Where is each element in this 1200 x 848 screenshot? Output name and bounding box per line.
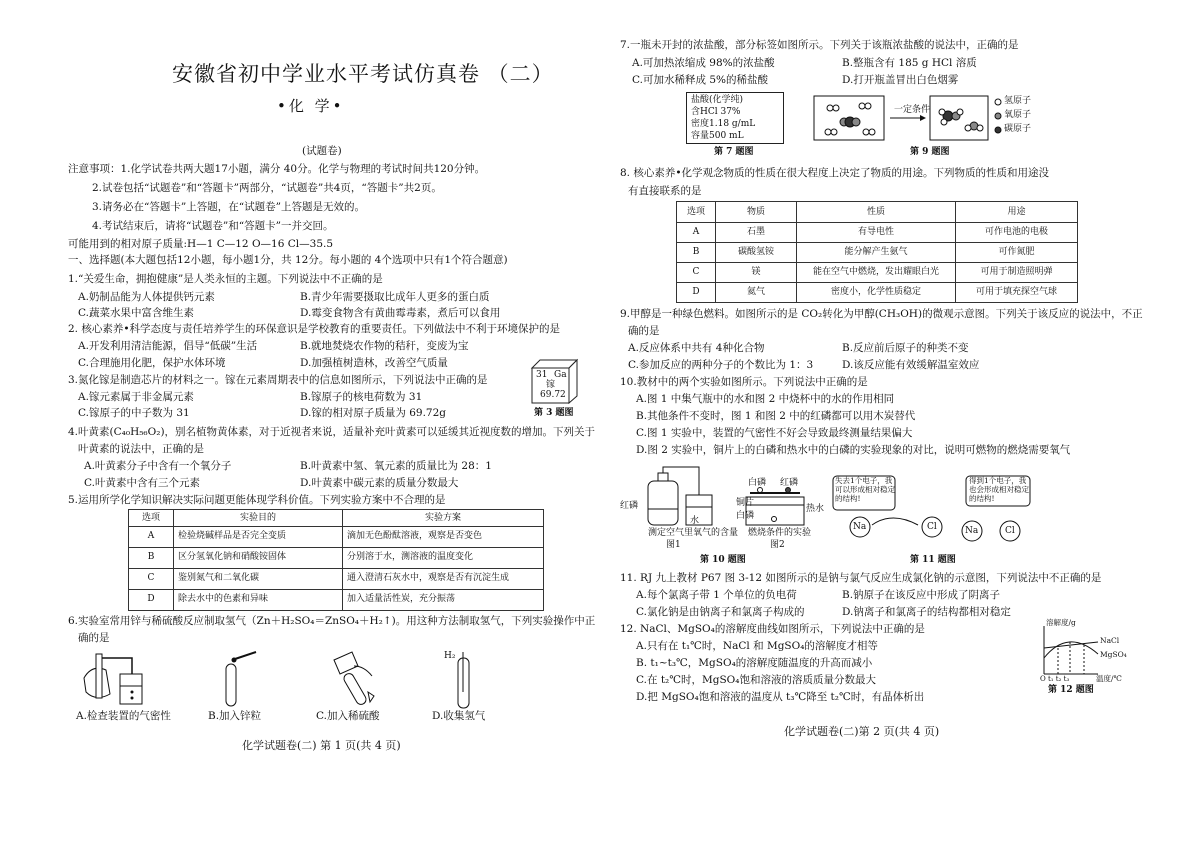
q9-stem-2: 确的是 bbox=[628, 325, 660, 337]
q10-fig2-label-red-p: 红磷 bbox=[780, 478, 799, 488]
q10-fig2-label-copper: 铜片 bbox=[736, 498, 755, 508]
q12-graph-xlabel: 温度/℃ bbox=[1096, 674, 1122, 683]
q2-stem: 2. 核心素养•科学态度与责任培养学生的环保意识是学校教育的重要责任。下列做法中不利于环境保护的是 bbox=[68, 323, 561, 335]
q11-ion-na: Na bbox=[965, 526, 979, 536]
q2-option-b: B.就地焚烧农作物的秸秆，变废为宝 bbox=[300, 340, 469, 352]
table-row bbox=[129, 568, 544, 589]
q7-caption: 第 7 题图 bbox=[714, 147, 754, 157]
q8-cell: 碳酸氢铵 bbox=[716, 243, 797, 263]
q2-option-a: A.开发利用清洁能源，倡导“低碳”生活 bbox=[78, 340, 258, 352]
q3-atomic-number: 31 bbox=[536, 370, 548, 380]
q5-cell: 分别溶于水，测溶液的温度变化 bbox=[343, 547, 544, 568]
q3-caption: 第 3 题图 bbox=[534, 408, 574, 418]
q8-cell: 可作电池的电极 bbox=[956, 223, 1078, 243]
q5-cell: 检验烧碱样品是否完全变质 bbox=[174, 526, 343, 547]
q10-option-d: D.图 2 实验中，铜片上的白磷和热水中的白磷的实验现象的对比，说明可燃物的燃烧需要氧气 bbox=[636, 444, 1071, 456]
q10-fig2-caption: 燃烧条件的实验 bbox=[748, 528, 812, 538]
q6-label-c: C.加入稀硫酸 bbox=[316, 710, 380, 722]
q8-cell: 氦气 bbox=[716, 283, 797, 303]
q8-cell: 能分解产生氨气 bbox=[797, 243, 956, 263]
q6-label-d: D.收集氢气 bbox=[432, 710, 486, 722]
q8-cell: 有导电性 bbox=[797, 223, 956, 243]
q5-cell: C bbox=[129, 568, 174, 589]
subject-title: •化 学• bbox=[277, 97, 345, 115]
q2-option-c: C.合理施用化肥，保护水体环境 bbox=[78, 357, 226, 369]
right-page bbox=[620, 0, 1143, 848]
q12-option-c: C.在 t₂℃时，MgSO₄饱和溶液的溶质质量分数最大 bbox=[636, 674, 876, 686]
q5-cell: B bbox=[129, 547, 174, 568]
q5-table bbox=[128, 509, 544, 611]
q5-cell: A bbox=[129, 526, 174, 547]
q8-header-option: 选项 bbox=[677, 202, 716, 223]
q12-caption: 第 12 题图 bbox=[1048, 685, 1094, 695]
q9-caption: 第 9 题图 bbox=[910, 147, 950, 157]
q4-option-c: C.叶黄素中含有三个元素 bbox=[84, 477, 200, 489]
q5-cell: D bbox=[129, 589, 174, 610]
q10-option-a: A.图 1 中集气瓶中的水和图 2 中烧杯中的水的作用相同 bbox=[636, 393, 895, 405]
q8-cell: C bbox=[677, 263, 716, 283]
q5-cell: 鉴别氮气和二氧化碳 bbox=[174, 568, 343, 589]
q6-stem-1: 6.实验室常用锌与稀硫酸反应制取氢气（Zn＋H₂SO₄＝ZnSO₄＋H₂↑)。用这种方法制取氢气，下列实验操作中正 bbox=[68, 615, 596, 627]
q7-label-line: 密度1.18 g/mL bbox=[691, 119, 756, 129]
q8-cell: B bbox=[677, 243, 716, 263]
q2-option-d: D.加强植树造林，改善空气质量 bbox=[300, 357, 448, 369]
q11-figure bbox=[832, 475, 1032, 551]
q7-option-a: A.可加热浓缩成 98%的浓盐酸 bbox=[632, 57, 775, 69]
q9-option-d: D.该反应能有效缓解温室效应 bbox=[842, 359, 980, 371]
q10-fig1-label-water: 水 bbox=[690, 516, 700, 526]
q8-cell: 能在空气中燃烧，发出耀眼白光 bbox=[797, 263, 956, 283]
q10-fig1-label-red-phosphorus: 红磷 bbox=[620, 501, 639, 511]
q4-option-a: A.叶黄素分子中含有一个氧分子 bbox=[84, 460, 232, 472]
q7-label-line: 容量500 mL bbox=[691, 131, 744, 141]
q11-atom-na: Na bbox=[853, 522, 867, 532]
q9-option-c: C.参加反应的两种分子的个数比为 1：3 bbox=[628, 359, 814, 371]
q6-label-a: A.检查装置的气密性 bbox=[76, 710, 171, 722]
q12-option-d: D.把 MgSO₄饱和溶液的温度从 t₃℃降至 t₂℃时，有晶体析出 bbox=[636, 691, 925, 703]
q12-stem: 12. NaCl、MgSO₄的溶解度曲线如图所示，下列说法中正确的是 bbox=[620, 623, 925, 635]
q3-option-b: B.镓原子的核电荷数为 31 bbox=[300, 391, 423, 403]
q6-h2-label: H₂ bbox=[444, 651, 456, 661]
q10-fig2-label-hot-water: 热水 bbox=[806, 504, 825, 514]
q7-option-c: C.可加水稀释成 5%的稀盐酸 bbox=[632, 74, 768, 86]
q3-option-c: C.镓原子的中子数为 31 bbox=[78, 407, 190, 419]
table-row bbox=[677, 223, 1078, 243]
q4-option-b: B.叶黄素中氢、氧元素的质量比为 28：1 bbox=[300, 460, 492, 472]
q12-series-mgso4: MgSO₄ bbox=[1100, 650, 1127, 659]
q3-element-symbol: Ga bbox=[554, 370, 567, 380]
q8-cell: 镁 bbox=[716, 263, 797, 283]
q12-series-nacl: NaCl bbox=[1100, 636, 1120, 645]
q5-cell: 滴加无色酚酞溶液，观察是否变色 bbox=[343, 526, 544, 547]
q4-stem-1: 4.叶黄素(C₄₀H₅₆O₂)，别名植物黄体素，对于近视者来说，适量补充叶黄素可以延缓其近视度数的增加。下列关于 bbox=[68, 426, 596, 438]
note-2: 2.试卷包括“试题卷”和“答题卡”两部分，“试题卷”共4页，“答题卡”共2页。 bbox=[92, 182, 442, 194]
q10-fig2-number: 图2 bbox=[770, 540, 785, 550]
q7-label-figure bbox=[686, 92, 784, 144]
table-row bbox=[677, 243, 1078, 263]
q11-caption: 第 11 题图 bbox=[910, 555, 956, 565]
table-row bbox=[129, 547, 544, 568]
q10-fig2-label-white-p: 白磷 bbox=[748, 478, 767, 488]
q11-ion-cl: Cl bbox=[1005, 526, 1015, 536]
q3-stem: 3.氮化镓是制造芯片的材料之一。镓在元素周期表中的信息如图所示，下列说法中正确的是 bbox=[68, 374, 488, 386]
section-heading: 一、选择题(本大题包括12小题，每小题1分，共 12分。每小题的 4个选项中只有1个符合题意) bbox=[68, 254, 508, 266]
q8-table bbox=[676, 201, 1078, 303]
q11-atom-cl: Cl bbox=[927, 522, 937, 532]
q10-figure bbox=[620, 463, 830, 551]
q8-cell: 可用于填充探空气球 bbox=[956, 283, 1078, 303]
q3-atomic-mass: 69.72 bbox=[540, 390, 566, 400]
table-row bbox=[129, 589, 544, 610]
q11-bubble-chlorine: 得到1个电子，我也会形成相对稳定的结构! bbox=[969, 476, 1029, 503]
q6-figure-b bbox=[212, 650, 262, 708]
table-row bbox=[677, 283, 1078, 303]
q8-cell: 石墨 bbox=[716, 223, 797, 243]
q9-legend-hydrogen: 氢原子 bbox=[1004, 96, 1032, 106]
exam-title: 安徽省初中学业水平考试仿真卷 （二） bbox=[172, 62, 554, 86]
q5-stem: 5.运用所学化学知识解决实际问题更能体现学科价值。下列实验方案中不合理的是 bbox=[68, 494, 446, 506]
note-3: 3.请务必在“答题卡”上答题，在“试题卷”上答题是无效的。 bbox=[92, 201, 365, 213]
q7-option-b: B.整瓶含有 185 g HCl 溶质 bbox=[842, 57, 977, 69]
q9-condition-label: 一定条件 bbox=[894, 105, 931, 115]
q1-stem: 1.“关爱生命，拥抱健康”是人类永恒的主题。下列说法中不正确的是 bbox=[68, 273, 383, 285]
q5-header-plan: 实验方案 bbox=[343, 510, 544, 527]
note-4: 4.考试结束后，请将“试题卷”和“答题卡”一并交回。 bbox=[92, 220, 334, 232]
q5-cell: 区分氢氧化钠和硝酸铵固体 bbox=[174, 547, 343, 568]
table-row bbox=[677, 263, 1078, 283]
q8-cell: 可作氮肥 bbox=[956, 243, 1078, 263]
q3-option-a: A.镓元素属于非金属元素 bbox=[78, 391, 194, 403]
q8-header-substance: 物质 bbox=[716, 202, 797, 223]
q4-option-d: D.叶黄素中碳元素的质量分数最大 bbox=[300, 477, 459, 489]
q3-element-name: 镓 bbox=[546, 380, 556, 390]
q10-fig2-label-white-p-water: 白磷 bbox=[736, 511, 755, 521]
q11-option-a: A.每个氯离子带 1 个单位的负电荷 bbox=[636, 589, 797, 601]
q6-figure-c bbox=[324, 648, 384, 708]
q4-stem-2: 叶黄素的说法中，正确的是 bbox=[78, 443, 204, 455]
q7-label-line: 含HCl 37% bbox=[691, 107, 741, 117]
paper-type: (试题卷) bbox=[302, 145, 342, 157]
q9-reaction-figure bbox=[810, 94, 1060, 144]
left-footer: 化学试题卷(二) 第 1 页(共 4 页) bbox=[242, 739, 401, 752]
q5-header-purpose: 实验目的 bbox=[174, 510, 343, 527]
q3-option-d: D.镓的相对原子质量为 69.72g bbox=[300, 407, 446, 419]
q8-cell: 可用于制造照明弹 bbox=[956, 263, 1078, 283]
q1-option-a: A.奶制品能为人体提供钙元素 bbox=[78, 291, 215, 303]
left-page bbox=[62, 0, 602, 848]
q1-option-b: B.青少年需要摄取比成年人更多的蛋白质 bbox=[300, 291, 490, 303]
q5-header-option: 选项 bbox=[129, 510, 174, 527]
q12-graph-ticks: O t₁ t₂ t₃ bbox=[1040, 675, 1070, 683]
q11-option-d: D.钠离子和氯离子的结构都相对稳定 bbox=[842, 606, 1011, 618]
q6-label-b: B.加入锌粒 bbox=[208, 710, 262, 722]
q11-option-c: C.氯化钠是由钠离子和氯离子构成的 bbox=[636, 606, 805, 618]
q10-fig1-number: 图1 bbox=[666, 540, 681, 550]
q7-stem: 7.一瓶未开封的浓盐酸，部分标签如图所示。下列关于该瓶浓盐酸的说法中，正确的是 bbox=[620, 39, 1019, 51]
q12-option-b: B. t₁~t₃℃，MgSO₄的溶解度随温度的升高而减小 bbox=[636, 657, 873, 669]
q8-cell: 密度小，化学性质稳定 bbox=[797, 283, 956, 303]
note-1: 注意事项：1.化学试卷共两大题17小题，满分 40分。化学与物理的考试时间共120分钟。 bbox=[68, 163, 486, 175]
q8-stem-2: 有直接联系的是 bbox=[628, 185, 702, 197]
q5-cell: 加入适量活性炭，充分振荡 bbox=[343, 589, 544, 610]
q12-option-a: A.只有在 t₁℃时，NaCl 和 MgSO₄的溶解度才相等 bbox=[636, 640, 878, 652]
q9-stem-1: 9.甲醇是一种绿色燃料。如图所示的是 CO₂转化为甲醇(CH₃OH)的微观示意图。下列关于该反应的说法中，不正 bbox=[620, 308, 1143, 320]
q5-cell: 除去水中的色素和异味 bbox=[174, 589, 343, 610]
q8-header-use: 用途 bbox=[956, 202, 1078, 223]
q10-option-b: B.其他条件不变时，图 1 和图 2 中的红磷都可以用木炭替代 bbox=[636, 410, 916, 422]
q12-graph-ylabel: 溶解度/g bbox=[1046, 618, 1076, 627]
q3-element-cell bbox=[528, 358, 578, 404]
q7-label-line: 盐酸(化学纯) bbox=[691, 95, 744, 105]
q11-stem: 11. RJ 九上教材 P67 图 3-12 如图所示的是钠与氯气反应生成氯化钠的示意图，下列说法中不正确的是 bbox=[620, 572, 1102, 584]
q9-legend-oxygen: 氧原子 bbox=[1004, 110, 1032, 120]
q9-option-b: B.反应前后原子的种类不变 bbox=[842, 342, 969, 354]
q6-figure-d bbox=[444, 652, 484, 710]
right-footer: 化学试题卷(二)第 2 页(共 4 页) bbox=[784, 725, 940, 738]
atomic-masses: 可能用到的相对原子质量:H—1 C—12 O—16 Cl—35.5 bbox=[68, 238, 334, 250]
table-row bbox=[129, 526, 544, 547]
q10-stem: 10.教材中的两个实验如图所示。下列说法中正确的是 bbox=[620, 376, 868, 388]
q8-cell: A bbox=[677, 223, 716, 243]
q5-cell: 通入澄清石灰水中，观察是否有沉淀生成 bbox=[343, 568, 544, 589]
q10-fig1-caption: 测定空气里氧气的含量 bbox=[648, 528, 739, 538]
q8-header-property: 性质 bbox=[797, 202, 956, 223]
q6-stem-2: 确的是 bbox=[78, 632, 110, 644]
q9-legend-carbon: 碳原子 bbox=[1004, 124, 1032, 134]
q6-figure-a bbox=[76, 648, 148, 706]
q12-solubility-figure bbox=[1038, 618, 1140, 684]
q1-option-d: D.霉变食物含有黄曲霉毒素，煮后可以食用 bbox=[300, 307, 501, 319]
q10-option-c: C.图 1 实验中，装置的气密性不好会导致最终测量结果偏大 bbox=[636, 427, 913, 439]
q9-option-a: A.反应体系中共有 4种化合物 bbox=[628, 342, 765, 354]
q11-option-b: B.钠原子在该反应中形成了阴离子 bbox=[842, 589, 1001, 601]
q8-cell: D bbox=[677, 283, 716, 303]
q10-caption: 第 10 题图 bbox=[700, 555, 746, 565]
q7-option-d: D.打开瓶盖冒出白色烟雾 bbox=[842, 74, 959, 86]
q1-option-c: C.蔬菜水果中富含维生素 bbox=[78, 307, 194, 319]
q11-bubble-sodium: 失去1个电子，我可以形成相对稳定的结构! bbox=[835, 476, 895, 503]
q8-stem-1: 8. 核心素养•化学观念物质的性质在很大程度上决定了物质的用途。下列物质的性质和用途没 bbox=[620, 167, 1050, 179]
